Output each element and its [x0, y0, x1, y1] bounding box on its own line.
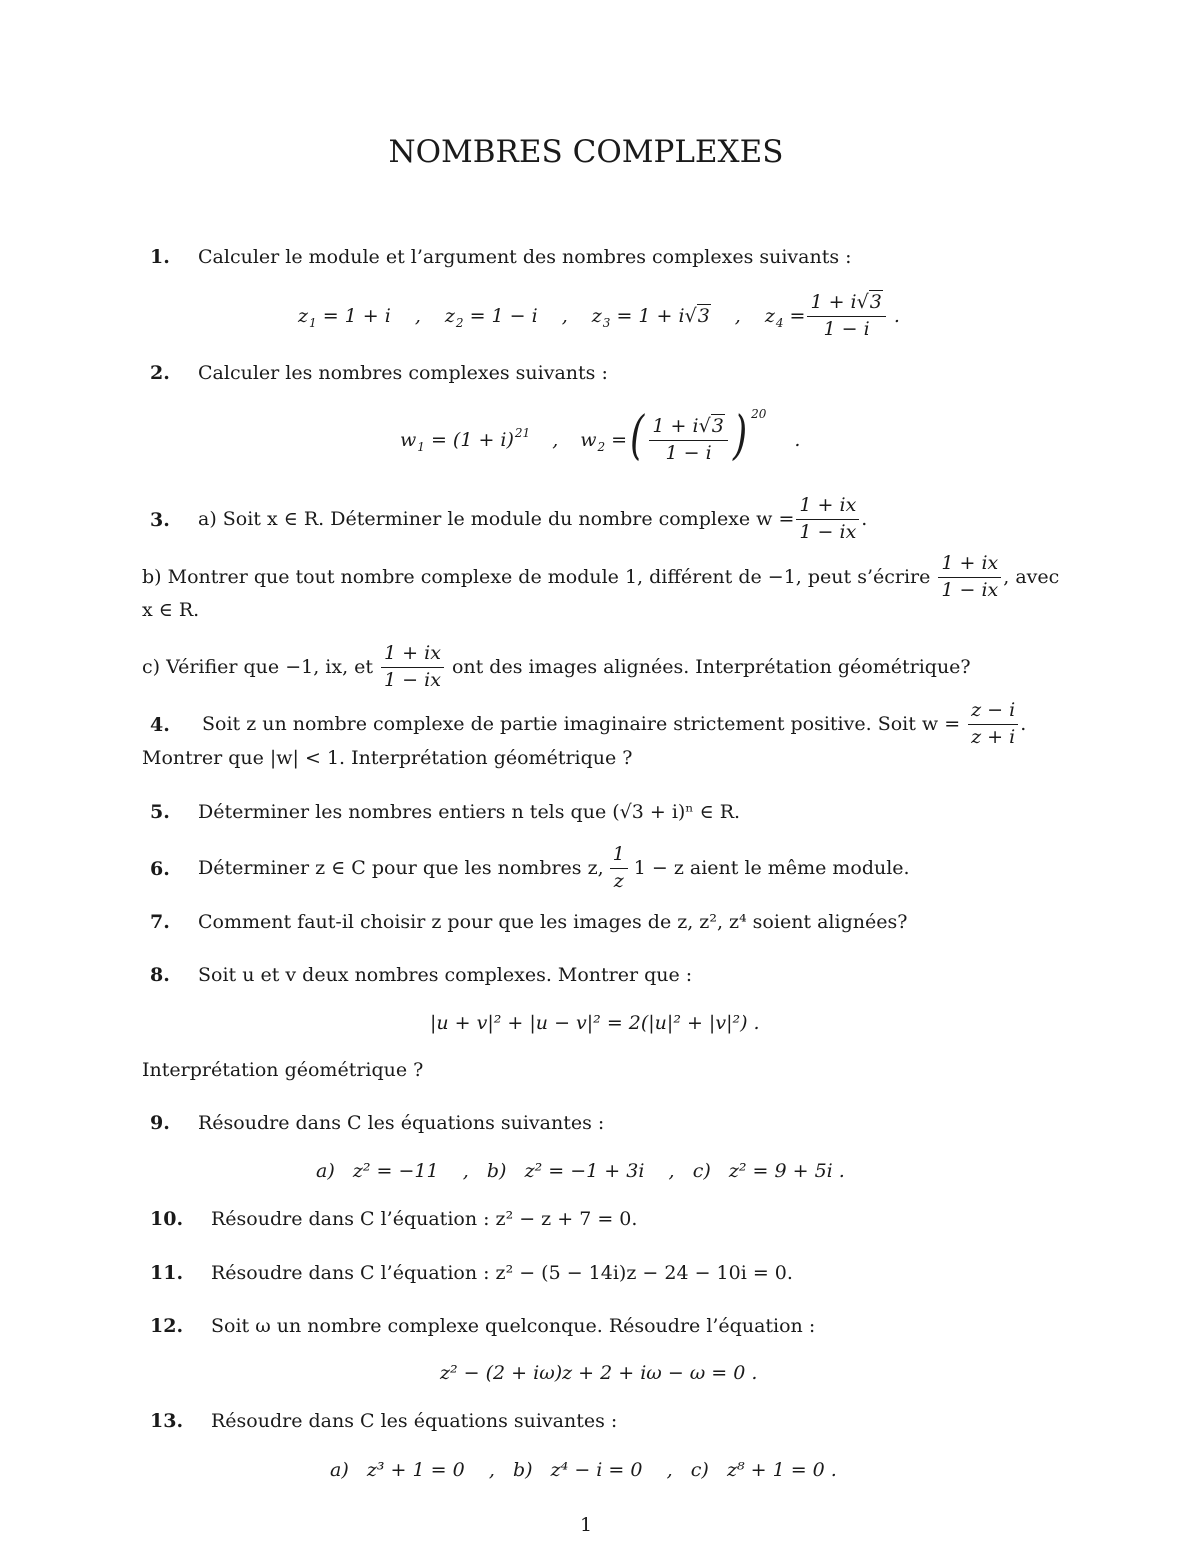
ex7-number: 7.	[150, 911, 170, 933]
ex5-text: Déterminer les nombres entiers n tels que (√3 + i)ⁿ ∈ R.	[198, 801, 741, 823]
ex8-number: 8.	[150, 964, 170, 986]
ex3-b-tail: , avec	[1003, 565, 1060, 588]
ex13-formula: a) z³ + 1 = 0 , b) z⁴ − i = 0 , c) z⁸ + 1 = 0 .	[330, 1459, 837, 1481]
ex1-text: Calculer le module et l’argument des nombres complexes suivants :	[198, 246, 852, 268]
ex3-a-text: a) Soit x ∈ R. Déterminer le module du nombre complexe w =	[198, 507, 795, 530]
page-number: 1	[579, 1514, 593, 1536]
ex3-b-line2: x ∈ R.	[142, 599, 200, 621]
ex3-a: a) Soit x ∈ R. Déterminer le module du nombre complexe w = $\frac{1 + ix}{1 - ix}$ .	[198, 493, 868, 543]
ex4-line1: Soit z un nombre complexe de partie imaginaire strictement positive. Soit w = $\frac{z - i}{z + i}$ .	[202, 698, 1027, 748]
ex9-number: 9.	[150, 1112, 170, 1134]
ex8-formula: |u + v|² + |u − v|² = 2(|u|² + |v|²) .	[430, 1012, 760, 1034]
ex6-number: 6.	[150, 858, 170, 880]
ex6-text-a: Déterminer z ∈ C pour que les nombres z,	[198, 856, 604, 879]
ex10-number: 10.	[150, 1208, 184, 1230]
ex3-b-text: b) Montrer que tout nombre complexe de module 1, différent de −1, peut s’écrire	[142, 565, 931, 588]
ex4-text: Soit z un nombre complexe de partie imaginaire strictement positive. Soit w =	[202, 712, 961, 735]
ex6-text-b: 1 − z aient le même module.	[633, 856, 910, 879]
ex13-number: 13.	[150, 1410, 184, 1432]
ex3-number: 3.	[150, 509, 170, 531]
page-title: NOMBRES COMPLEXES	[388, 134, 784, 170]
ex2-text: Calculer les nombres complexes suivants :	[198, 362, 608, 384]
ex11-number: 11.	[150, 1262, 184, 1284]
ex8-text: Soit u et v deux nombres complexes. Montrer que :	[198, 964, 693, 986]
ex10-text: Résoudre dans C l’équation : z² − z + 7 = 0.	[211, 1208, 638, 1230]
ex3-c-text: c) Vérifier que −1, ix, et	[142, 655, 374, 678]
ex12-text: Soit ω un nombre complexe quelconque. Résoudre l’équation :	[211, 1315, 816, 1337]
ex2-number: 2.	[150, 362, 170, 384]
ex1-formula: $z_1 = 1 + i$ , $z_2 = 1 - i$ , $z_3 = 1 + i√3$ , $z_4$ = $\frac{1 + i√3}{1 - i}$ .	[298, 290, 900, 340]
ex12-formula: z² − (2 + iω)z + 2 + iω − ω = 0 .	[440, 1362, 758, 1384]
ex11-text: Résoudre dans C l’équation : z² − (5 − 14i)z − 24 − 10i = 0.	[211, 1262, 793, 1284]
ex5-number: 5.	[150, 801, 170, 823]
ex8-after: Interprétation géométrique ?	[142, 1059, 424, 1081]
ex13-text: Résoudre dans C les équations suivantes :	[211, 1410, 618, 1432]
ex4-number: 4.	[150, 714, 170, 736]
ex1-number: 1.	[150, 246, 170, 268]
ex3-b: b) Montrer que tout nombre complexe de module 1, différent de −1, peut s’écrire $\frac{1 + ix}{1 - ix}$ , avec	[142, 551, 1060, 601]
ex3-c: c) Vérifier que −1, ix, et $\frac{1 + ix}{1 - ix}$ ont des images alignées. Interprétation géométrique?	[142, 641, 971, 691]
ex6-line: Déterminer z ∈ C pour que les nombres z, $\frac{1}{z}$ 1 − z aient le même module.	[198, 842, 910, 892]
ex4-line2: Montrer que |w| < 1. Interprétation géométrique ?	[142, 747, 633, 769]
ex9-formula: a) z² = −11 , b) z² = −1 + 3i , c) z² = 9 + 5i .	[316, 1160, 845, 1182]
ex7-text: Comment faut-il choisir z pour que les images de z, z², z⁴ soient alignées?	[198, 911, 908, 933]
ex3-c-tail: ont des images alignées. Interprétation géométrique?	[451, 655, 971, 678]
ex12-number: 12.	[150, 1315, 184, 1337]
ex2-formula: $w_1 = (1 + i)^{21}$ , $w_2$ = ( $\frac{1 + i√3}{1 - i}$ ) 20 .	[400, 406, 801, 466]
ex9-text: Résoudre dans C les équations suivantes :	[198, 1112, 605, 1134]
